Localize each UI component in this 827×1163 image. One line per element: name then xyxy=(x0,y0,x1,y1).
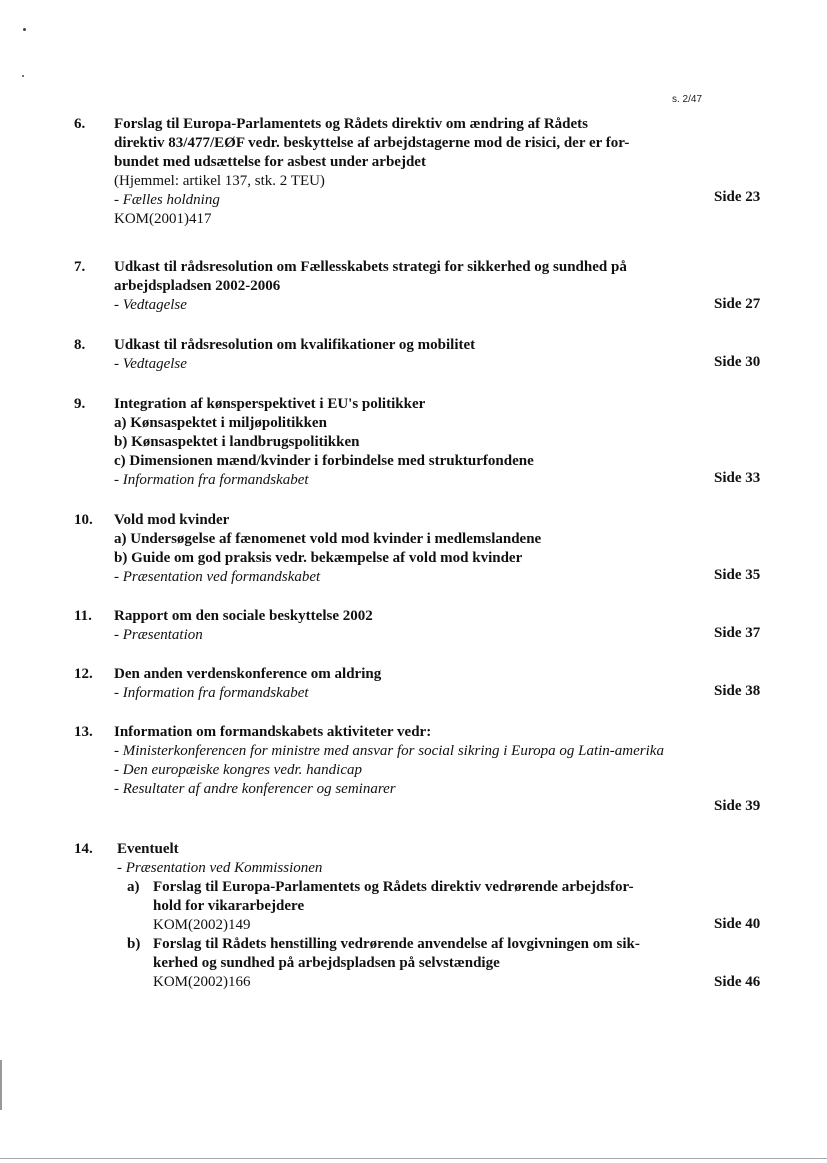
item-body xyxy=(114,115,689,229)
page-reference: Side 33 xyxy=(714,470,761,486)
page-reference: Side 39 xyxy=(714,798,761,814)
item-subtitle-line: a) Kønsaspektet i miljøpolitikken xyxy=(114,415,327,431)
document-reference: KOM(2002)149 xyxy=(153,917,251,933)
item-body xyxy=(114,395,689,490)
subitem-title-line: hold for vikararbejdere xyxy=(153,898,305,914)
item-title-line: arbejdspladsen 2002-2006 xyxy=(114,278,281,294)
item-number: 7. xyxy=(74,259,86,275)
document-reference: KOM(2002)166 xyxy=(153,974,251,990)
item-subtitle-line: b) Guide om god praksis vedr. bekæmpelse af vold mod kvinder xyxy=(114,550,523,566)
page-reference: Side 23 xyxy=(714,189,761,205)
page-reference: Side 46 xyxy=(714,974,761,990)
scan-edge-line xyxy=(0,1060,2,1110)
item-bullet: - Ministerkonferencen for ministre med ansvar for social sikring i Europa og Latin-amerika xyxy=(114,743,664,759)
item-title-line: bundet med udsættelse for asbest under arbejdet xyxy=(114,154,426,170)
item-number: 13. xyxy=(74,724,93,740)
document-reference: KOM(2001)417 xyxy=(114,211,212,227)
scan-speck xyxy=(23,28,26,31)
item-title-line: Udkast til rådsresolution om kvalifikationer og mobilitet xyxy=(114,337,476,353)
subitem-b xyxy=(117,935,692,992)
subitem-title-line: Forslag til Rådets henstilling vedrørende anvendelse af lovgivningen om sik- xyxy=(153,936,640,952)
page-number: s. 2/47 xyxy=(672,94,703,105)
item-title-line: Rapport om den sociale beskyttelse 2002 xyxy=(114,608,373,624)
item-title-line: Vold mod kvinder xyxy=(114,512,230,528)
item-title-line: direktiv 83/477/EØF vedr. beskyttelse af arbejdstagerne mod de risici, der er for- xyxy=(114,135,630,151)
item-title-line: Eventuelt xyxy=(117,841,179,857)
scan-bottom-line xyxy=(0,1158,827,1159)
page-reference: Side 35 xyxy=(714,567,761,583)
item-subtitle-line: b) Kønsaspektet i landbrugspolitikken xyxy=(114,434,360,450)
item-status: - Information fra formandskabet xyxy=(114,685,309,701)
item-body xyxy=(114,258,689,315)
item-title-line: Udkast til rådsresolution om Fællesskabets strategi for sikkerhed og sundhed på xyxy=(114,259,627,275)
page-reference: Side 37 xyxy=(714,625,761,641)
item-number: 14. xyxy=(74,841,93,857)
subitem-label: a) xyxy=(127,879,140,895)
scan-speck xyxy=(22,75,24,77)
subitem-a xyxy=(117,878,692,935)
item-subtitle-line: a) Undersøgelse af fænomenet vold mod kvinder i medlemslandene xyxy=(114,531,542,547)
item-body xyxy=(114,665,689,703)
item-title-line: Integration af kønsperspektivet i EU's politikker xyxy=(114,396,426,412)
item-status: - Vedtagelse xyxy=(114,356,187,372)
item-number: 6. xyxy=(74,116,86,132)
item-number: 8. xyxy=(74,337,86,353)
item-status: - Vedtagelse xyxy=(114,297,187,313)
item-number: 12. xyxy=(74,666,93,682)
item-title-line: Forslag til Europa-Parlamentets og Rådets direktiv om ændring af Rådets xyxy=(114,116,589,132)
item-body xyxy=(114,336,689,374)
item-number: 11. xyxy=(74,608,92,624)
item-status: - Præsentation ved formandskabet xyxy=(114,569,321,585)
subitem-label: b) xyxy=(127,936,141,952)
item-body xyxy=(114,607,689,645)
item-status: - Præsentation xyxy=(114,627,203,643)
item-body xyxy=(117,840,692,992)
subitem-title-line: kerhed og sundhed på arbejdspladsen på selvstændige xyxy=(153,955,500,971)
page-reference: Side 30 xyxy=(714,354,761,370)
item-bullet: - Den europæiske kongres vedr. handicap xyxy=(114,762,362,778)
page-reference: Side 38 xyxy=(714,683,761,699)
page-reference: Side 40 xyxy=(714,916,761,932)
item-number: 9. xyxy=(74,396,86,412)
item-number: 10. xyxy=(74,512,93,528)
subitem-title-line: Forslag til Europa-Parlamentets og Rådets direktiv vedrørende arbejdsfor- xyxy=(153,879,634,895)
item-title-line: Information om formandskabets aktiviteter vedr: xyxy=(114,724,432,740)
item-bullet: - Resultater af andre konferencer og seminarer xyxy=(114,781,396,797)
legal-basis: (Hjemmel: artikel 137, stk. 2 TEU) xyxy=(114,173,325,189)
item-status: - Information fra formandskabet xyxy=(114,472,309,488)
item-subtitle-line: c) Dimensionen mænd/kvinder i forbindelse med strukturfondene xyxy=(114,453,534,469)
item-title-line: Den anden verdenskonference om aldring xyxy=(114,666,382,682)
page-reference: Side 27 xyxy=(714,296,761,312)
item-status: - Præsentation ved Kommissionen xyxy=(117,860,323,876)
item-body xyxy=(114,511,689,587)
item-body xyxy=(114,723,689,799)
item-status: - Fælles holdning xyxy=(114,192,220,208)
